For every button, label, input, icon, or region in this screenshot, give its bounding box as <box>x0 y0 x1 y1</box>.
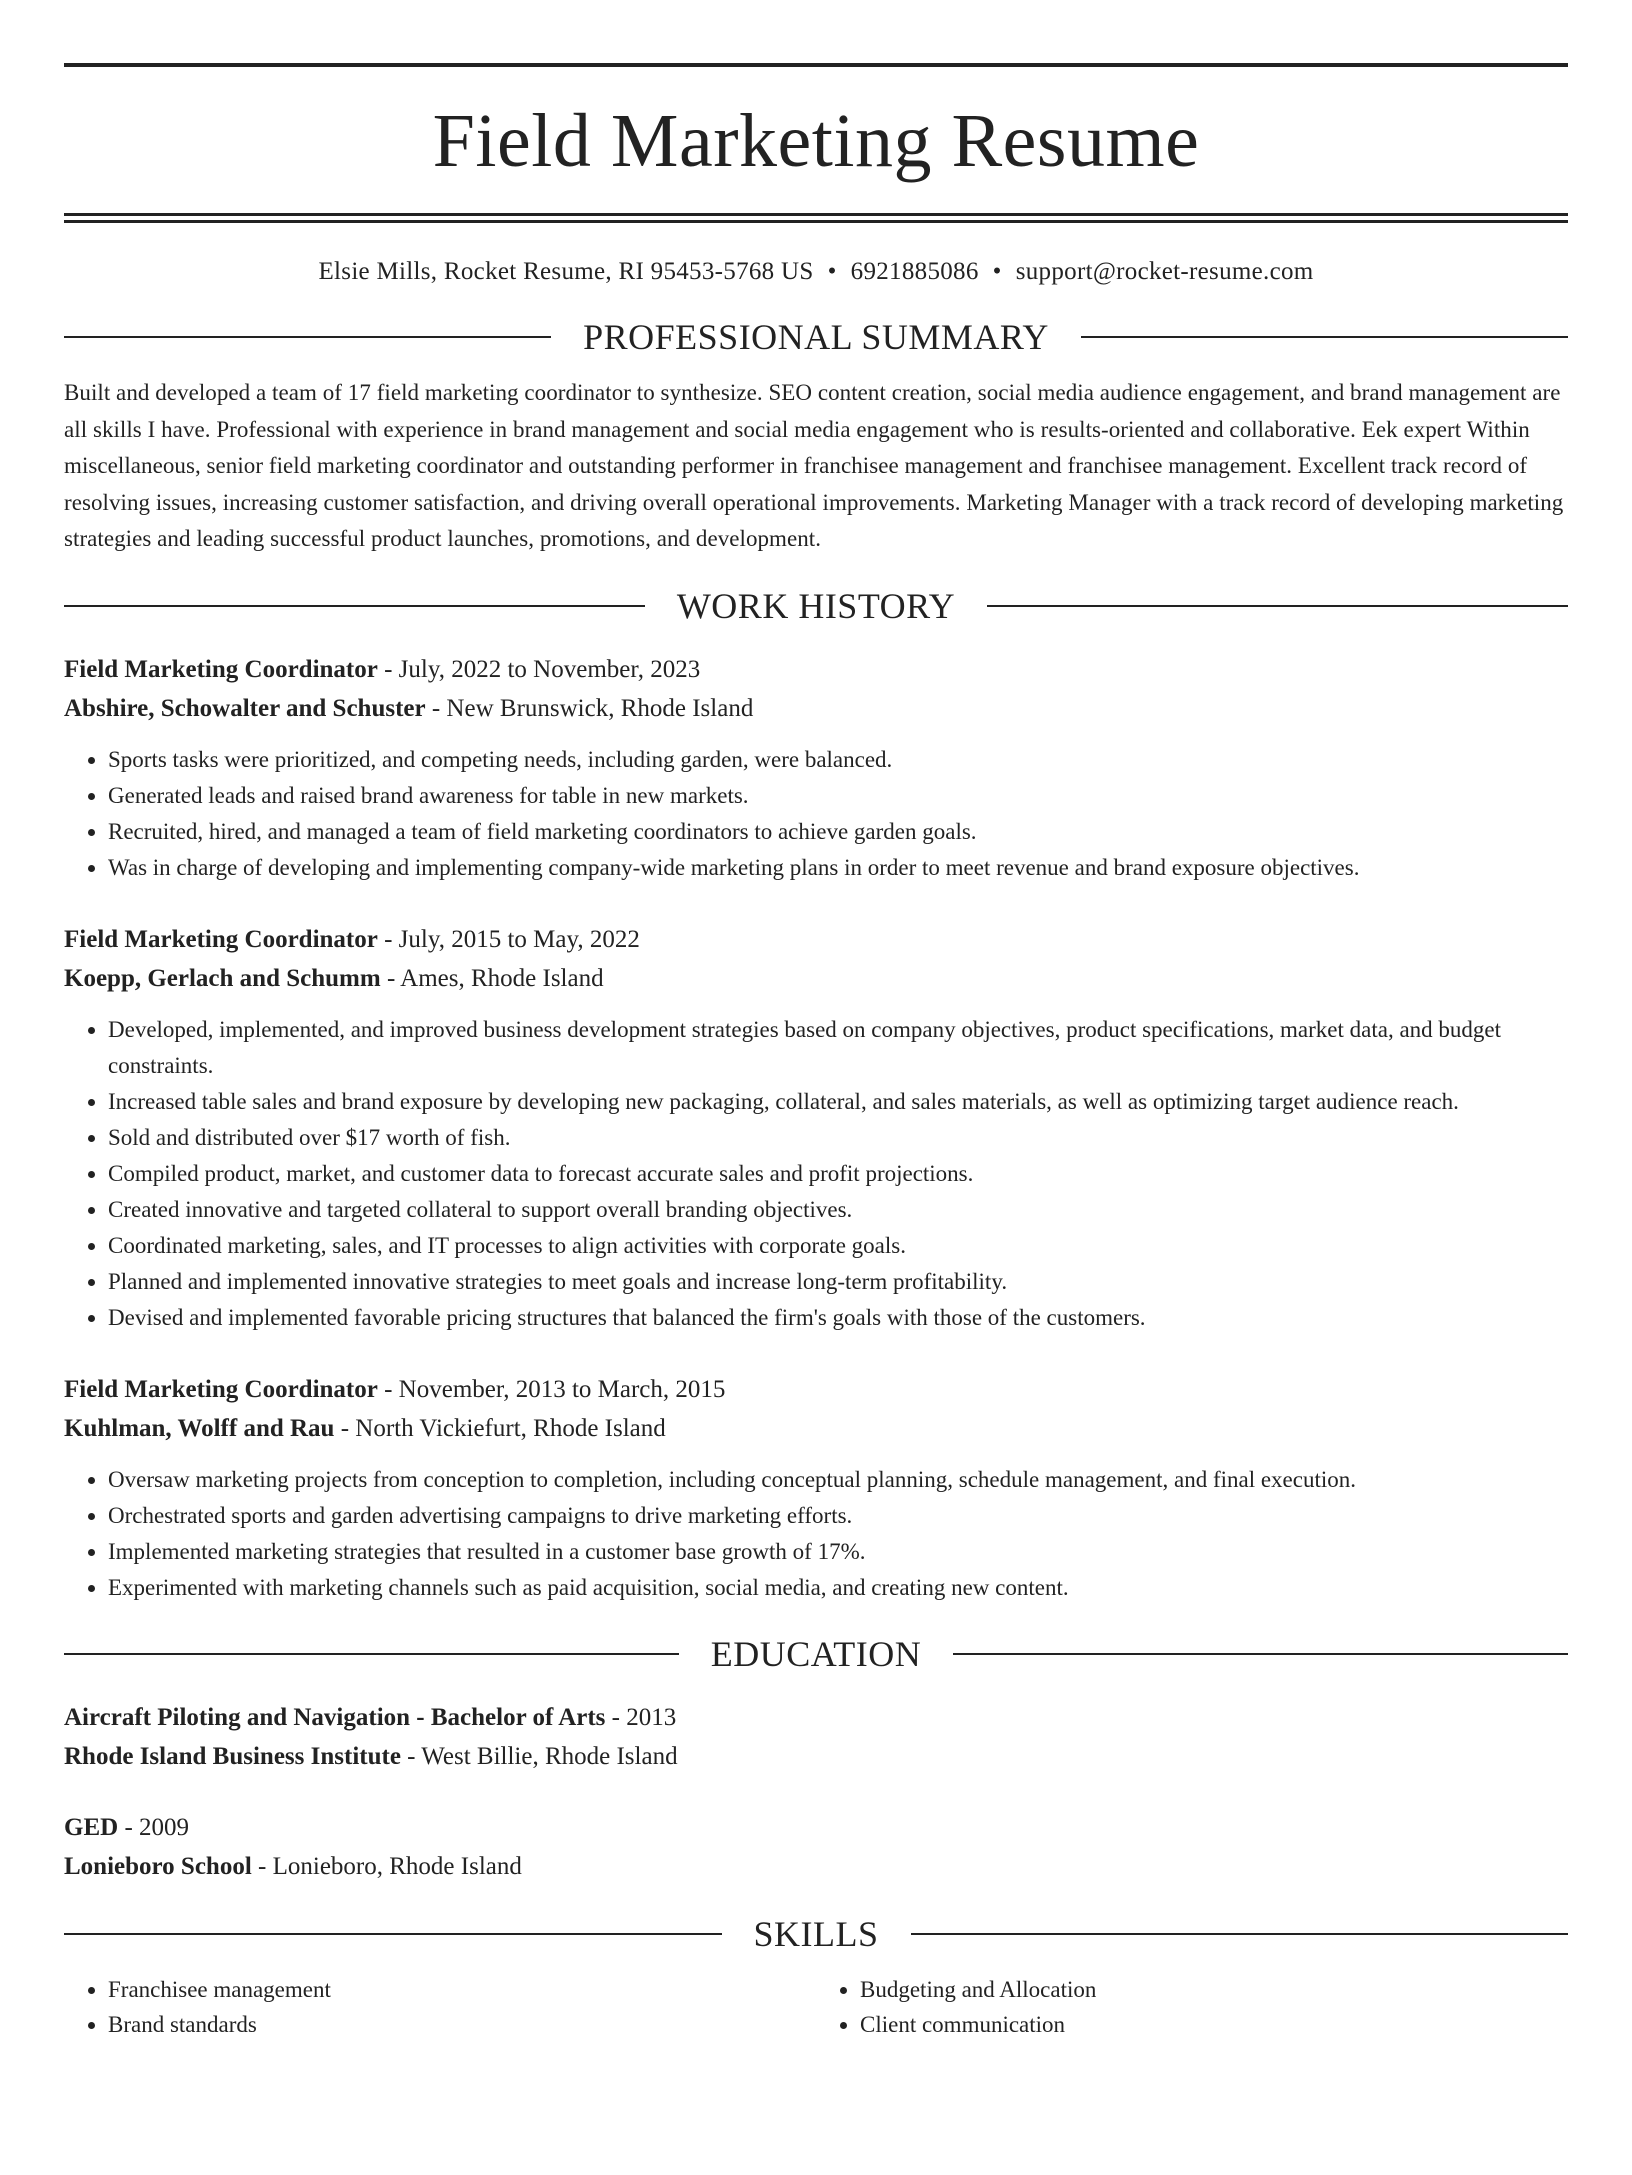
school-location: - West Billie, Rhode Island <box>400 1742 678 1770</box>
heading-rule <box>953 1653 1568 1655</box>
list-item: • Sports tasks were prioritized, and competing needs, including garden, were balanced. <box>108 742 1568 778</box>
heading-rule <box>64 605 645 607</box>
contact-line <box>64 257 1568 287</box>
job-company: Abshire, Schowalter and Schuster <box>64 694 426 722</box>
job-title: Field Marketing Coordinator <box>64 1375 378 1403</box>
job-location: - North Vickiefurt, Rhode Island <box>334 1414 666 1442</box>
contact-separator: • <box>992 258 1002 285</box>
list-item: • Orchestrated sports and garden advertising campaigns to drive marketing efforts. <box>108 1498 1568 1534</box>
job-location: - New Brunswick, Rhode Island <box>425 694 754 722</box>
list-item: • Planned and implemented innovative strategies to meet goals and increase long-term profitability. <box>108 1264 1568 1300</box>
degree: GED <box>64 1813 119 1841</box>
degree: Aircraft Piloting and Navigation - Bachelor of Arts <box>64 1703 606 1731</box>
skills-list-left <box>64 1972 816 2042</box>
job-dates: - July, 2022 to November, 2023 <box>377 655 701 683</box>
job-company-line <box>64 1409 1568 1448</box>
job-company-line <box>64 689 1568 728</box>
skill-item: • Budgeting and Allocation <box>860 1972 1568 2007</box>
job-bullets <box>64 1012 1568 1336</box>
list-item: • Oversaw marketing projects from conception to completion, including conceptual planning, schedule management, and final execution. <box>108 1462 1568 1498</box>
heading-rule <box>1081 336 1568 338</box>
section-heading-skills <box>64 1913 1568 1954</box>
list-item: • Experimented with marketing channels such as paid acquisition, social media, and creating new content. <box>108 1570 1568 1606</box>
job-title: Field Marketing Coordinator <box>64 925 378 953</box>
school-name: Rhode Island Business Institute <box>64 1742 401 1770</box>
degree-line <box>64 1698 1568 1737</box>
school-line <box>64 1847 1568 1886</box>
skill-item: • Franchisee management <box>108 1972 816 2007</box>
job-entry <box>64 650 1568 886</box>
skill-item: • Client communication <box>860 2007 1568 2042</box>
education-entry <box>64 1808 1568 1886</box>
list-item: • Increased table sales and brand exposure by developing new packaging, collateral, and sales materials, as well as optimizing target audience reach. <box>108 1084 1568 1120</box>
job-title: Field Marketing Coordinator <box>64 655 378 683</box>
skill-item: • Brand standards <box>108 2007 816 2042</box>
heading-rule <box>911 1933 1569 1935</box>
job-company-line <box>64 959 1568 998</box>
section-title: WORK HISTORY <box>676 585 956 626</box>
contact-address: Elsie Mills, Rocket Resume, RI 95453-5768 US <box>318 258 814 285</box>
job-company: Koepp, Gerlach and Schumm <box>64 964 381 992</box>
list-item: • Created innovative and targeted collateral to support overall branding objectives. <box>108 1192 1568 1228</box>
section-title: PROFESSIONAL SUMMARY <box>583 317 1049 357</box>
job-dates: - July, 2015 to May, 2022 <box>377 925 640 953</box>
section-heading-summary <box>64 319 1568 355</box>
skills-columns <box>64 1972 1568 2042</box>
list-item: • Recruited, hired, and managed a team of field marketing coordinators to achieve garden goals. <box>108 814 1568 850</box>
resume-page <box>0 63 1632 2175</box>
job-company: Kuhlman, Wolff and Rau <box>64 1414 335 1442</box>
degree-line <box>64 1808 1568 1847</box>
list-item: • Generated leads and raised brand awareness for table in new markets. <box>108 778 1568 814</box>
job-title-line <box>64 920 1568 959</box>
job-entry <box>64 920 1568 1336</box>
list-item: • Compiled product, market, and customer data to forecast accurate sales and profit projections. <box>108 1156 1568 1192</box>
list-item: • Devised and implemented favorable pricing structures that balanced the firm's goals with those of the customers. <box>108 1300 1568 1336</box>
job-title-line <box>64 1370 1568 1409</box>
list-item: • Coordinated marketing, sales, and IT processes to align activities with corporate goals. <box>108 1228 1568 1264</box>
heading-rule <box>987 605 1568 607</box>
section-heading-education <box>64 1633 1568 1674</box>
job-dates: - November, 2013 to March, 2015 <box>377 1375 726 1403</box>
list-item: • Sold and distributed over $17 worth of fish. <box>108 1120 1568 1156</box>
list-item: • Developed, implemented, and improved business development strategies based on company objectives, product specifications, market data, and budget constraints. <box>108 1012 1568 1084</box>
job-bullets <box>64 1462 1568 1606</box>
education-entry <box>64 1698 1568 1776</box>
summary-text: Built and developed a team of 17 field marketing coordinator to synthesize. SEO content creation, social media audience engagement, and brand management are all skills I have. Professional with experience in brand management and social media engagement who is results-oriented and collaborative. Eek expert Within miscellaneous, senior field marketing coordinator and outstanding performer in franchisee management and franchisee management. Excellent track record of resolving issues, increasing customer satisfaction, and driving overall operational improvements. Marketing Manager with a track record of developing marketing strategies and leading successful product launches, promotions, and development. <box>64 380 1564 551</box>
school-name: Lonieboro School <box>64 1852 252 1880</box>
heading-rule <box>64 1933 722 1935</box>
job-title-line <box>64 650 1568 689</box>
contact-email: support@rocket-resume.com <box>1015 258 1314 285</box>
school-location: - Lonieboro, Rhode Island <box>251 1852 522 1880</box>
job-entry <box>64 1370 1568 1606</box>
contact-phone: 6921885086 <box>850 258 979 285</box>
job-bullets <box>64 742 1568 886</box>
section-title: EDUCATION <box>710 1633 922 1674</box>
contact-separator: • <box>827 258 837 285</box>
section-title: SKILLS <box>753 1913 879 1954</box>
graduation-year: - 2009 <box>118 1813 190 1841</box>
heading-rule <box>64 336 551 338</box>
skills-list-right <box>816 1972 1568 2042</box>
job-location: - Ames, Rhode Island <box>380 964 604 992</box>
list-item: • Implemented marketing strategies that resulted in a customer base growth of 17%. <box>108 1534 1568 1570</box>
section-heading-work <box>64 585 1568 626</box>
school-line <box>64 1737 1568 1776</box>
title-double-rule <box>64 213 1568 223</box>
resume-title: Field Marketing Resume <box>432 99 1200 183</box>
heading-rule <box>64 1653 679 1655</box>
list-item: • Was in charge of developing and implementing company-wide marketing plans in order to meet revenue and brand exposure objectives. <box>108 850 1568 886</box>
graduation-year: - 2013 <box>605 1703 677 1731</box>
